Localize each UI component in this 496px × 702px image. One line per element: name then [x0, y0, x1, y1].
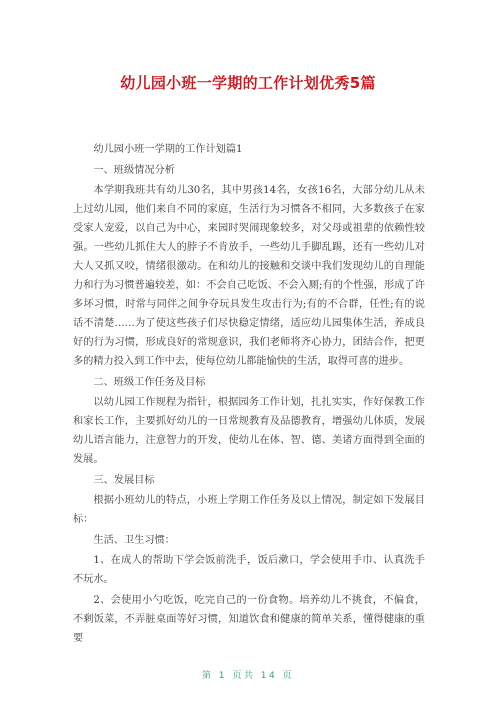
body-paragraph: 2、会使用小勺吃饭，吃完自己的一份食物。培养幼儿不挑食，不偏食，不剩饭菜，不弄脏桌面等好习惯，知道饮食和健康的简单关系，懂得健康的重要 — [73, 594, 425, 644]
subsection-heading: 一、班级情况分析 — [93, 164, 175, 176]
subsection-heading: 三、发展目标 — [93, 474, 155, 486]
document-body — [73, 140, 425, 649]
section-heading: 幼儿园小班一学期的工作计划篇1 — [93, 144, 243, 155]
body-paragraph: 本学期我班共有幼儿30名，其中男孩14名，女孩16名，大部分幼儿从未上过幼儿园，他们来自不同的家庭，生活行为习惯各不相同，大多数孩子在家受家人宠爱，以自己为中心，来园时哭闹现象较多，对父母或祖辈的依赖性较强。一些幼儿抓住大人的脖子不肯放手，一些幼儿手脚乱踢，还有一些幼儿对大人又抓又咬，情绪很激动。在和幼儿的接触和交谈中我们发现幼儿的自理能力和行为习惯普遍较差，如：不会自己吃饭、不会入厕;有的个性强，形成了许多坏习惯，时常与同伴之间争夺玩具发生攻击行为;有的不合群，任性;有的说话不清楚……为了使这些孩子们尽快稳定情绪，适应幼儿园集体生活，养成良好的行为习惯，形成良好的常规意识，我们老师将齐心协力，团结合作，把更多的精力投入到工作中去，使每位幼儿都能愉快的生活，取得可喜的进步。 — [73, 185, 425, 367]
document-title: 幼儿园小班一学期的工作计划优秀5篇 — [120, 74, 376, 92]
body-paragraph: 根据小班幼儿的特点，小班上学期工作任务及以上情况，制定如下发展目标： — [73, 495, 425, 525]
body-paragraph: 1、在成人的帮助下学会饭前洗手，饭后漱口，学会使用手巾、认真洗手不玩水。 — [73, 555, 425, 585]
subsection-heading: 生活、卫生习惯： — [93, 534, 175, 546]
body-paragraph: 以幼儿园工作规程为指针，根据园务工作计划，扎扎实实，作好保教工作和家长工作，主要抓好幼儿的一日常规教育及品德教育，增强幼儿体质，发展幼儿语言能力，注意智力的开发，使幼儿在体、智、德、美诸方面得到全面的发展。 — [73, 397, 425, 465]
subsection-heading: 二、班级工作任务及目标 — [93, 376, 206, 388]
page-footer: 第 1 页共 14 页 — [201, 671, 295, 681]
